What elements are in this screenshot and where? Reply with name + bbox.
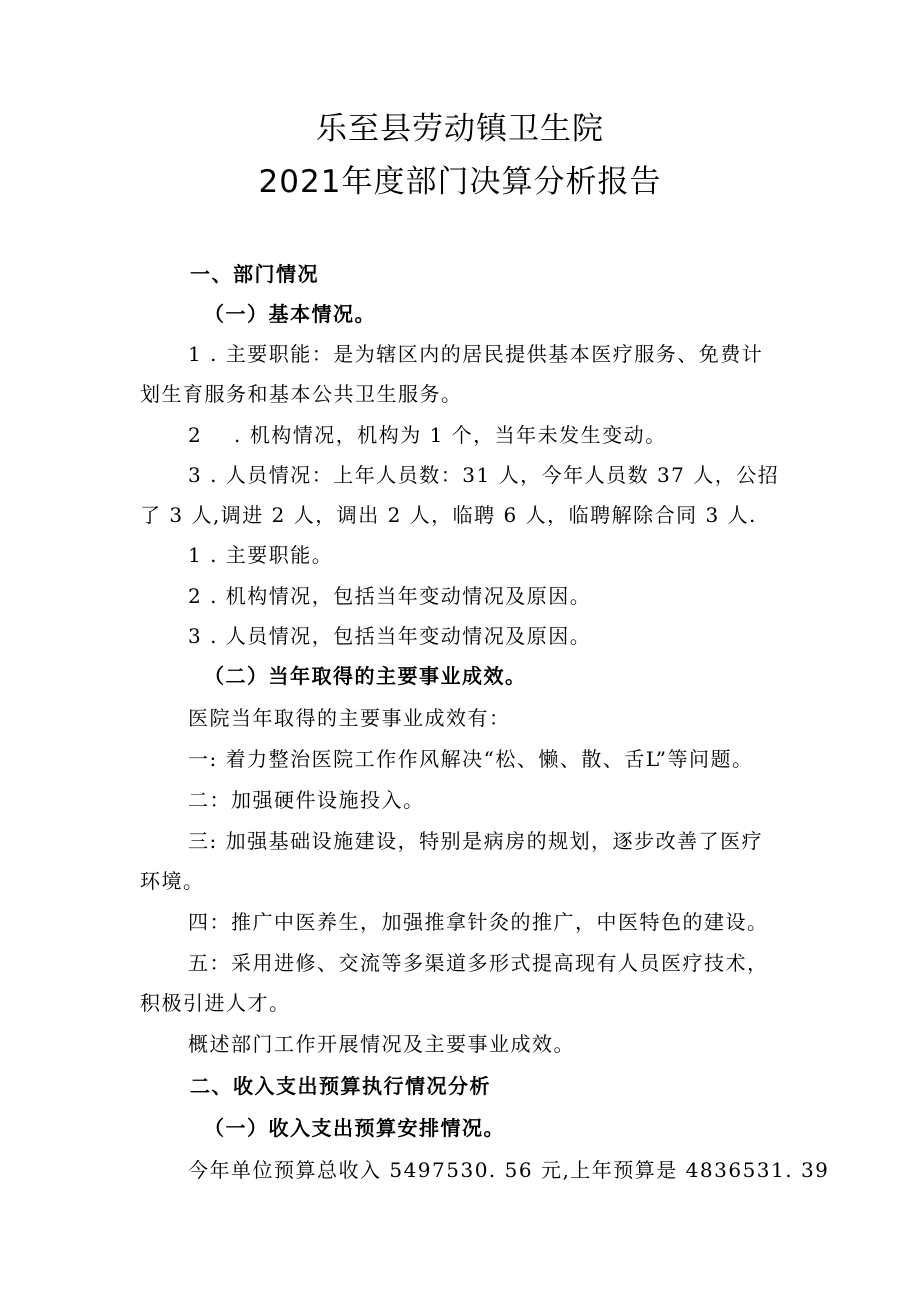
document-title-line1: 乐至县劳动镇卫生院 — [316, 111, 604, 147]
achievement-item-3-line2: 环境。 — [140, 869, 205, 893]
achievement-item-5-line1: 五：采用进修、交流等多渠道多形式提高现有人员医疗技术， — [188, 951, 769, 975]
achievement-item-2: 二：加强硬件设施投入。 — [188, 788, 425, 812]
paragraph-main-functions-line2: 划生育服务和基本公共卫生服务。 — [140, 382, 463, 406]
achievement-item-1: 一: 着力整治医院工作作风解决“松、懒、散、舌L”等问题。 — [188, 747, 754, 771]
document-title-line2: 2021年度部门决算分析报告 — [258, 164, 662, 200]
subsection-heading-budget: （一）收入支出预算安排情况。 — [204, 1116, 505, 1140]
section-heading-1: 一、部门情况 — [190, 262, 319, 286]
list-item-staff: 3 . 人员情况，包括当年变动情况及原因。 — [188, 624, 592, 648]
paragraph-staff-line2: 了 3 人,调进 2 人，调出 2 人，临聘 6 人，临聘解除合同 3 人. — [140, 503, 757, 527]
paragraph-staff-line1: 3 . 人员情况：上年人员数：31 人，今年人员数 37 人，公招 — [188, 463, 780, 487]
section-heading-2: 二、收入支出预算执行情况分析 — [190, 1074, 491, 1098]
paragraph-budget-income: 今年单位预算总收入 5497530. 56 元,上年预算是 4836531. 39 — [188, 1158, 830, 1182]
subsection-heading-basic: （一）基本情况。 — [204, 302, 376, 326]
subsection-heading-achievements: （二）当年取得的主要事业成效。 — [204, 664, 527, 688]
paragraph-main-functions-line1: 1 . 主要职能：是为辖区内的居民提供基本医疗服务、免费计 — [188, 342, 764, 366]
achievement-item-4: 四：推广中医养生，加强推拿针灸的推广，中医特色的建设。 — [188, 910, 769, 934]
paragraph-institution-number: 2 — [188, 423, 203, 447]
achievement-item-3-line1: 三: 加强基础设施建设，特别是病房的规划，逐步改善了医疗 — [188, 829, 764, 853]
paragraph-achievements-intro: 医院当年取得的主要事业成效有： — [188, 706, 511, 730]
list-item-institution: 2 . 机构情况，包括当年变动情况及原因。 — [188, 584, 592, 608]
list-item-main-functions: 1 . 主要职能。 — [188, 543, 334, 567]
achievement-item-5-line2: 积极引进人才。 — [140, 991, 291, 1015]
paragraph-institution-text: . 机构情况，机构为 1 个，当年未发生变动。 — [234, 423, 667, 447]
paragraph-summary-note: 概述部门工作开展情况及主要事业成效。 — [188, 1032, 575, 1056]
paragraph-institution — [188, 420, 878, 450]
